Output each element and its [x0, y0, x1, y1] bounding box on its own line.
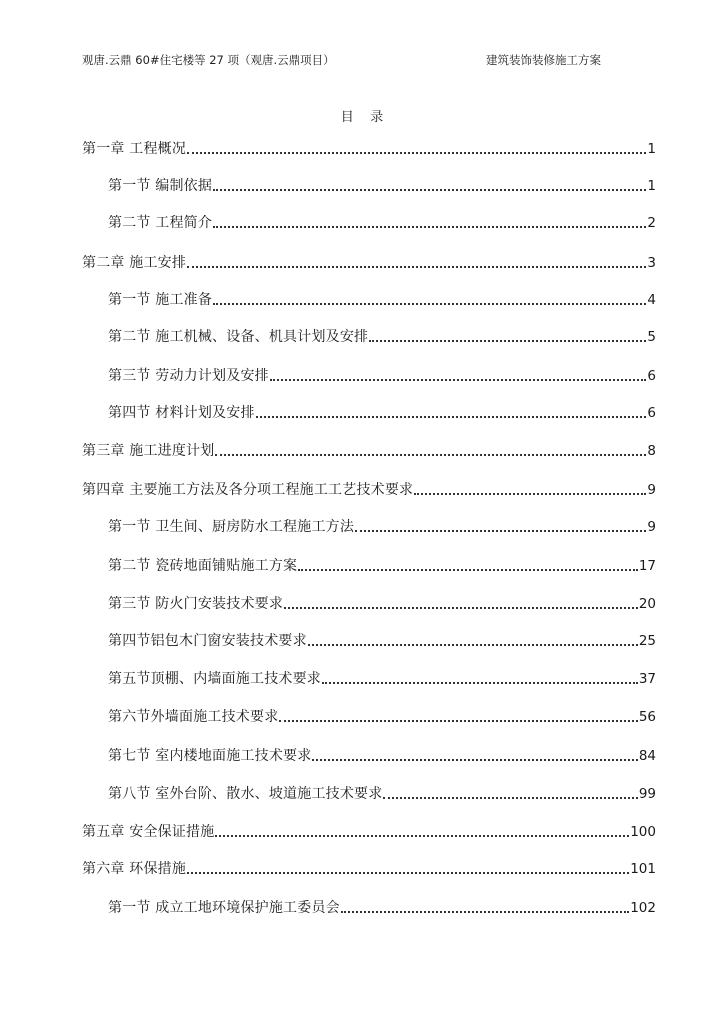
toc-dot-leader	[414, 493, 646, 495]
toc-dot-leader	[213, 189, 646, 191]
toc-entry-page: 25	[638, 633, 656, 649]
toc-entry-label: 第一节 卫生间、厨房防水工程施工方法	[108, 519, 355, 535]
toc-dot-leader	[187, 872, 629, 874]
toc-entry-page: 9	[647, 482, 656, 498]
toc-dot-leader	[215, 835, 629, 837]
toc-dot-leader	[341, 911, 629, 913]
toc-dot-leader	[213, 226, 646, 228]
toc-dot-leader	[369, 340, 646, 342]
toc-entry-page: 6	[647, 405, 656, 421]
toc-entry[interactable]	[108, 745, 656, 767]
toc-title	[0, 108, 724, 128]
toc-dot-leader	[215, 454, 646, 456]
toc-entry-page: 17	[638, 558, 656, 574]
toc-entry[interactable]	[108, 175, 656, 197]
toc-entry-label: 第一章 工程概况	[82, 141, 187, 157]
toc-entry-page: 2	[647, 215, 656, 231]
toc-entry-label: 第三节 劳动力计划及安排	[108, 368, 269, 384]
toc-dot-leader	[298, 569, 638, 571]
toc-entry-label: 第二章 施工安排	[82, 255, 187, 271]
toc-entry-label: 第三节 防火门安装技术要求	[108, 596, 284, 612]
toc-entry-page: 1	[647, 178, 656, 194]
toc-entry[interactable]	[82, 138, 656, 160]
toc-entry-page: 9	[647, 519, 656, 535]
toc-entry-page: 99	[638, 786, 656, 802]
toc-entry[interactable]	[108, 212, 656, 234]
toc-dot-leader	[312, 759, 637, 761]
toc-entry-label: 第三章 施工进度计划	[82, 443, 215, 459]
toc-dot-leader	[383, 797, 637, 799]
toc-entry[interactable]	[82, 858, 656, 880]
toc-entry-page: 100	[630, 824, 656, 840]
toc-dot-leader	[355, 530, 646, 532]
toc-entry-label: 第二节 工程简介	[108, 215, 213, 231]
toc-entry[interactable]	[108, 897, 656, 919]
toc-entry-label: 第四节铝包木门窗安装技术要求	[108, 633, 307, 649]
toc-entry-label: 第二节 瓷砖地面铺贴施工方案	[108, 558, 298, 574]
toc-entry-page: 20	[638, 596, 656, 612]
toc-entry[interactable]	[108, 289, 656, 311]
toc-entry-label: 第一节 施工准备	[108, 292, 213, 308]
toc-entry-label: 第七节 室内楼地面施工技术要求	[108, 748, 312, 764]
page-header	[82, 51, 642, 69]
toc-title-text: 目 录	[340, 110, 384, 125]
toc-entry-page: 37	[638, 671, 656, 687]
toc-entry[interactable]	[108, 326, 656, 348]
toc-entry[interactable]	[82, 440, 656, 462]
toc-entry[interactable]	[108, 706, 656, 728]
header-project-name: 观唐.云鼎 60#住宅楼等 27 项（观唐.云鼎项目）	[82, 53, 335, 67]
toc-entry-page: 102	[630, 900, 656, 916]
toc-entry-label: 第四节 材料计划及安排	[108, 405, 255, 421]
toc-entry-page: 4	[647, 292, 656, 308]
header-document-title: 建筑装饰装修施工方案	[486, 53, 601, 67]
toc-dot-leader	[256, 416, 647, 418]
toc-dot-leader	[187, 152, 646, 154]
toc-entry[interactable]	[108, 783, 656, 805]
toc-entry-label: 第四章 主要施工方法及各分项工程施工工艺技术要求	[82, 482, 414, 498]
toc-entry-label: 第五节顶棚、内墙面施工技术要求	[108, 671, 321, 687]
toc-entry[interactable]	[108, 402, 656, 424]
toc-entry-page: 8	[647, 443, 656, 459]
header-divider	[82, 73, 642, 74]
toc-entry-label: 第八节 室外台阶、散水、坡道施工技术要求	[108, 786, 383, 802]
toc-dot-leader	[322, 682, 638, 684]
toc-entry[interactable]	[108, 555, 656, 577]
toc-entry-page: 5	[647, 329, 656, 345]
toc-entry-page: 1	[647, 141, 656, 157]
toc-dot-leader	[213, 303, 646, 305]
toc-entry-label: 第一节 成立工地环境保护施工委员会	[108, 900, 340, 916]
toc-entry-page: 56	[638, 709, 656, 725]
toc-entry-label: 第一节 编制依据	[108, 178, 213, 194]
toc-entry[interactable]	[108, 668, 656, 690]
toc-dot-leader	[187, 266, 646, 268]
toc-dot-leader	[279, 720, 637, 722]
toc-entry[interactable]	[108, 516, 656, 538]
toc-entry-page: 84	[638, 748, 656, 764]
toc-entry-label: 第五章 安全保证措施	[82, 824, 215, 840]
toc-entry-label: 第六节外墙面施工技术要求	[108, 709, 279, 725]
toc-entry-page: 101	[630, 861, 656, 877]
toc-entry-page: 3	[647, 255, 656, 271]
toc-dot-leader	[308, 644, 638, 646]
toc-dot-leader	[270, 379, 647, 381]
toc-entry-label: 第六章 环保措施	[82, 861, 187, 877]
toc-entry[interactable]	[82, 479, 656, 501]
toc-entry[interactable]	[82, 821, 656, 843]
toc-entry[interactable]	[82, 252, 656, 274]
toc-entry-page: 6	[647, 368, 656, 384]
toc-dot-leader	[284, 607, 638, 609]
toc-entry[interactable]	[108, 365, 656, 387]
toc-entry[interactable]	[108, 593, 656, 615]
toc-entry[interactable]	[108, 630, 656, 652]
toc-entry-label: 第二节 施工机械、设备、机具计划及安排	[108, 329, 369, 345]
